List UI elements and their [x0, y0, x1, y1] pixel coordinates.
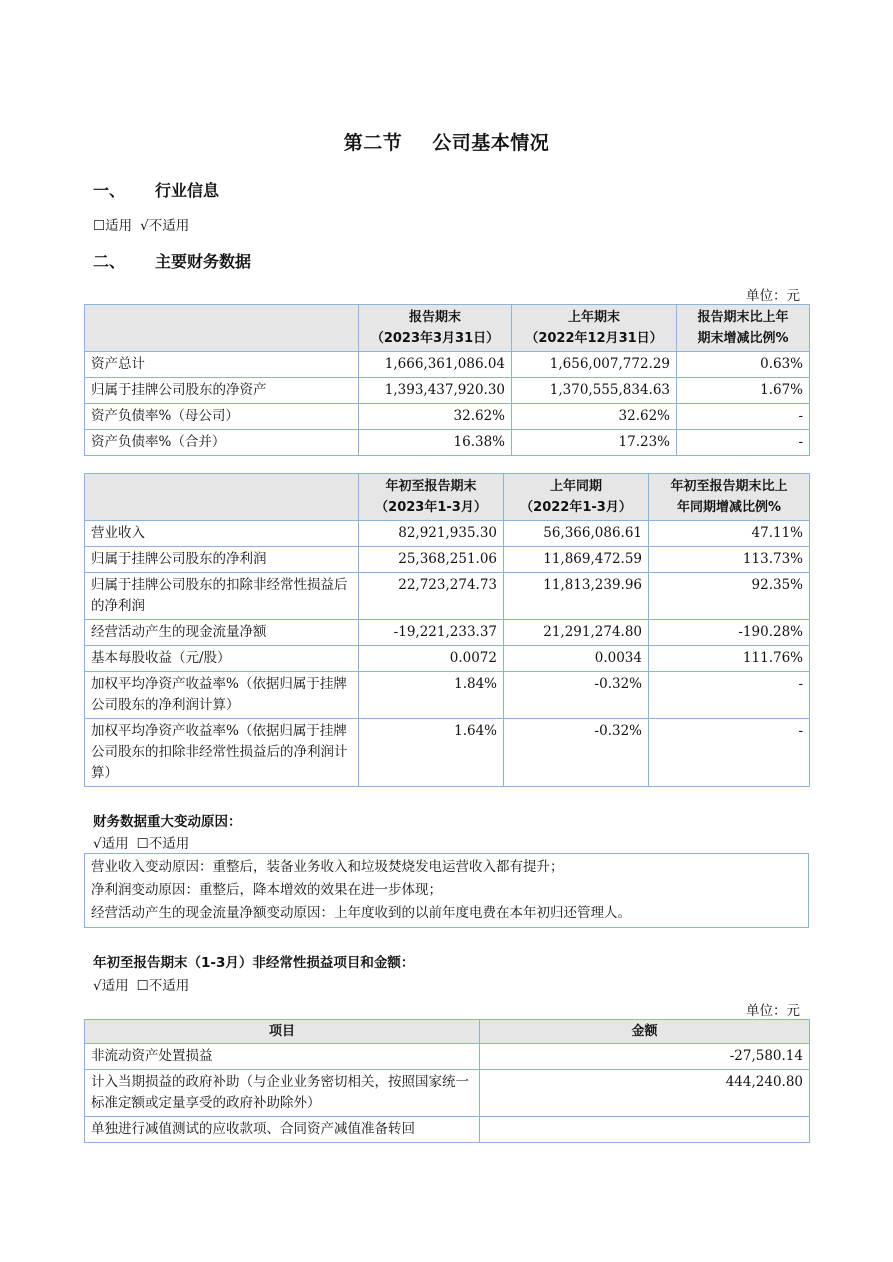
- table-row: [85, 573, 810, 620]
- row-label: 营业收入: [85, 521, 359, 547]
- table-row: [85, 719, 810, 787]
- section-title: [0, 128, 893, 155]
- change-reasons-options: [93, 832, 197, 852]
- non-recurring-options: [93, 974, 197, 994]
- row-value: [480, 1117, 810, 1143]
- heading-text: 主要财务数据: [155, 252, 252, 271]
- change-reasons-heading: 财务数据重大变动原因：: [93, 814, 242, 830]
- row-value: 25,368,251.06: [359, 547, 504, 573]
- table-row: [85, 521, 810, 547]
- row-value: 92.35%: [649, 573, 810, 620]
- row-value: -0.32%: [504, 719, 649, 787]
- row-value: -0.32%: [504, 672, 649, 719]
- table-header-row: [85, 1020, 810, 1044]
- row-value: 0.0072: [359, 646, 504, 672]
- row-value: 0.0034: [504, 646, 649, 672]
- row-label: 经营活动产生的现金流量净额: [85, 620, 359, 646]
- row-value: 56,366,086.61: [504, 521, 649, 547]
- table-row: [85, 646, 810, 672]
- heading-text: 行业信息: [155, 181, 220, 200]
- table-row: [85, 1070, 810, 1117]
- option-applicable[interactable]: √适用: [93, 836, 129, 852]
- non-recurring-heading: 年初至报告期末（1-3月）非经常性损益项目和金额：: [93, 955, 415, 971]
- row-value: 16.38%: [359, 430, 512, 456]
- row-label: 资产总计: [85, 352, 359, 378]
- header-item: 项目: [85, 1020, 480, 1044]
- row-value: 1,656,007,772.29: [512, 352, 677, 378]
- row-value: 11,813,239.96: [504, 573, 649, 620]
- header-prior-year-end: 上年期末 （2022年12月31日）: [512, 305, 677, 352]
- table-row: [85, 620, 810, 646]
- table-row: [85, 430, 810, 456]
- section-title-prefix: 第二节: [343, 132, 403, 154]
- option-applicable[interactable]: √适用: [93, 978, 129, 994]
- row-value: -: [677, 404, 810, 430]
- table-row: [85, 378, 810, 404]
- table-row: [85, 404, 810, 430]
- row-label: 非流动资产处置损益: [85, 1044, 480, 1070]
- balance-table: [84, 304, 810, 456]
- row-value: 47.11%: [649, 521, 810, 547]
- reason-line: 净利润变动原因：重整后，降本增效的效果在进一步体现；: [91, 882, 442, 898]
- row-label: 加权平均净资产收益率%（依据归属于挂牌公司股东的扣除非经常性损益后的净利润计算）: [85, 719, 359, 787]
- header-blank: [85, 305, 359, 352]
- row-value: 82,921,935.30: [359, 521, 504, 547]
- heading-number: 二、: [93, 252, 126, 271]
- row-label: 单独进行减值测试的应收款项、合同资产减值准备转回: [85, 1117, 480, 1143]
- row-label: 资产负债率%（合并）: [85, 430, 359, 456]
- change-reasons-box: [84, 853, 809, 928]
- row-value: 32.62%: [512, 404, 677, 430]
- reason-line: 经营活动产生的现金流量净额变动原因：上年度收到的以前年度电费在本年初归还管理人。: [91, 905, 631, 921]
- row-value: 1,370,555,834.63: [512, 378, 677, 404]
- row-value: -: [649, 719, 810, 787]
- non-recurring-table: [84, 1019, 810, 1143]
- row-label: 计入当期损益的政府补助（与企业业务密切相关，按照国家统一标准定额或定量享受的政府补助除外）: [85, 1070, 480, 1117]
- row-label: 归属于挂牌公司股东的净利润: [85, 547, 359, 573]
- row-value: -19,221,233.37: [359, 620, 504, 646]
- option-not-applicable[interactable]: ☐不适用: [136, 836, 190, 852]
- header-ytd: 年初至报告期末 （2023年1-3月）: [359, 474, 504, 521]
- row-value: 111.76%: [649, 646, 810, 672]
- reason-line: 营业收入变动原因：重整后，装备业务收入和垃圾焚烧发电运营收入都有提升；: [91, 859, 564, 875]
- row-label: 归属于挂牌公司股东的净资产: [85, 378, 359, 404]
- header-prior-period: 上年同期 （2022年1-3月）: [504, 474, 649, 521]
- row-label: 基本每股收益（元/股）: [85, 646, 359, 672]
- option-applicable[interactable]: ☐适用: [93, 218, 133, 234]
- unit-label: 单位：元: [746, 288, 800, 304]
- income-table: [84, 473, 810, 787]
- table-header-row: [85, 305, 810, 352]
- table-header-row: [85, 474, 810, 521]
- industry-info-heading: [93, 178, 219, 201]
- row-value: 1.84%: [359, 672, 504, 719]
- industry-info-options: [93, 214, 197, 234]
- row-value: 0.63%: [677, 352, 810, 378]
- row-value: 1,393,437,920.30: [359, 378, 512, 404]
- row-value: 113.73%: [649, 547, 810, 573]
- header-change-pct: 报告期末比上年 期末增减比例%: [677, 305, 810, 352]
- row-label: 资产负债率%（母公司）: [85, 404, 359, 430]
- section-title-text: 公司基本情况: [432, 132, 550, 154]
- table-row: [85, 547, 810, 573]
- header-period-end: 报告期末 （2023年3月31日）: [359, 305, 512, 352]
- row-value: 22,723,274.73: [359, 573, 504, 620]
- row-value: 1.64%: [359, 719, 504, 787]
- heading-number: 一、: [93, 181, 126, 200]
- header-amount: 金额: [480, 1020, 810, 1044]
- row-value: -: [649, 672, 810, 719]
- unit-label: 单位：元: [746, 1003, 800, 1019]
- header-change-pct: 年初至报告期末比上 年同期增减比例%: [649, 474, 810, 521]
- option-not-applicable[interactable]: ☐不适用: [136, 978, 190, 994]
- row-value: 444,240.80: [480, 1070, 810, 1117]
- table-row: [85, 352, 810, 378]
- option-not-applicable[interactable]: √不适用: [140, 218, 190, 234]
- row-label: 归属于挂牌公司股东的扣除非经常性损益后的净利润: [85, 573, 359, 620]
- row-value: -27,580.14: [480, 1044, 810, 1070]
- row-value: -: [677, 430, 810, 456]
- row-value: -190.28%: [649, 620, 810, 646]
- row-value: 32.62%: [359, 404, 512, 430]
- row-value: 1.67%: [677, 378, 810, 404]
- main-financial-heading: [93, 249, 251, 272]
- row-label: 加权平均净资产收益率%（依据归属于挂牌公司股东的净利润计算）: [85, 672, 359, 719]
- table-row: [85, 672, 810, 719]
- header-blank: [85, 474, 359, 521]
- row-value: 1,666,361,086.04: [359, 352, 512, 378]
- table-row: [85, 1044, 810, 1070]
- row-value: 11,869,472.59: [504, 547, 649, 573]
- row-value: 17.23%: [512, 430, 677, 456]
- table-row: [85, 1117, 810, 1143]
- row-value: 21,291,274.80: [504, 620, 649, 646]
